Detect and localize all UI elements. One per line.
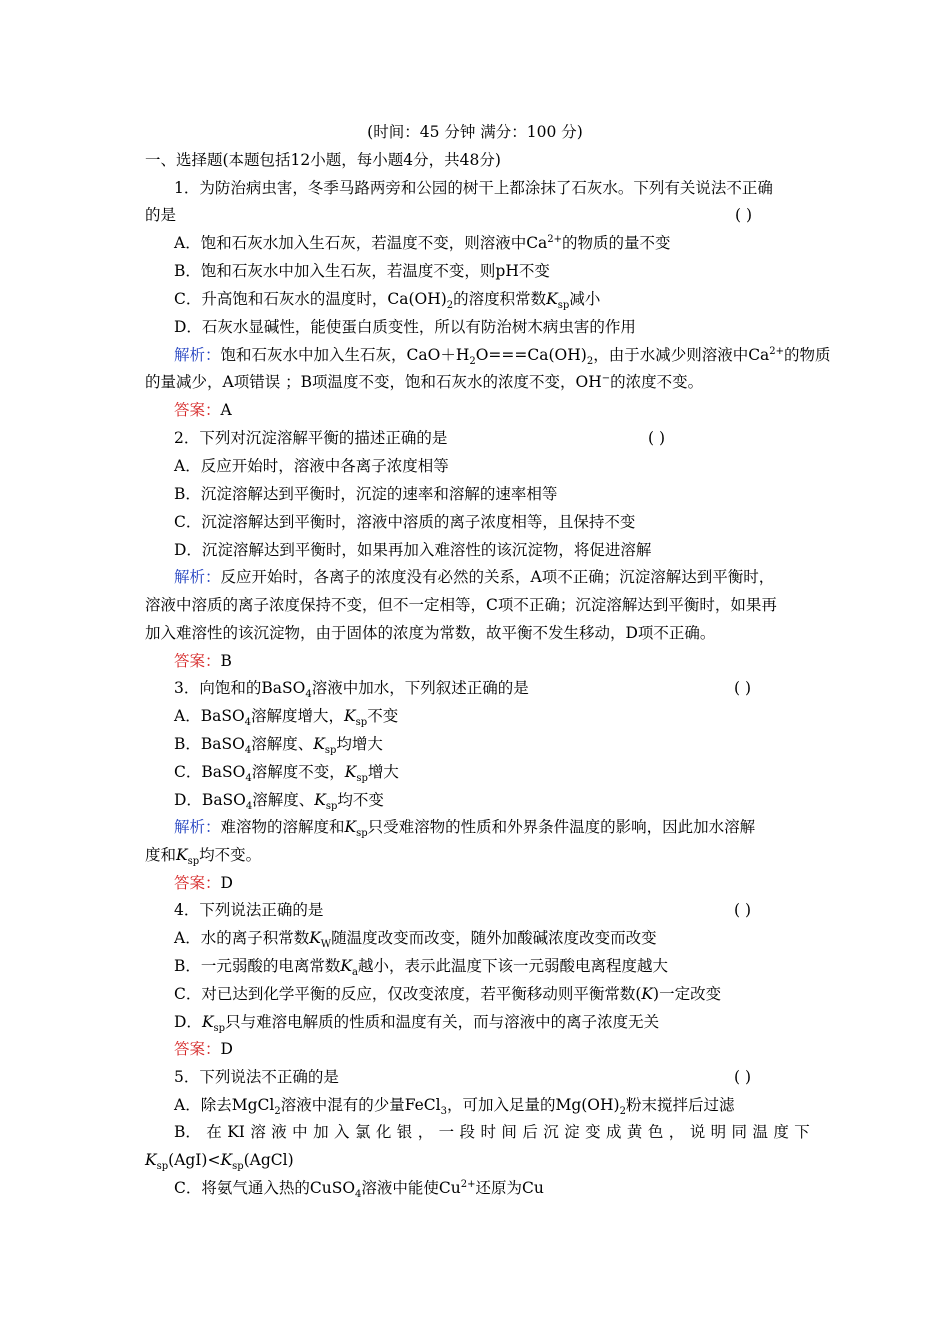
analysis-label: 解析： [174,818,221,836]
q3-analysis-line-2: 度和$K_{sp}$均不变。 [145,846,262,868]
q5-option-a: A．除去MgCl$_2$溶液中混有的少量FeCl$_3$，可加入足量的$Mg(OH)_2$粉末搅拌后过滤 [174,1096,735,1118]
analysis-label: 解析： [174,568,221,586]
q2-option-d: D．沉淀溶解达到平衡时，如果再加入难溶性的该沉淀物，将促进溶解 [174,541,652,559]
q1-answer-paren: ( ) [735,206,753,224]
q2-analysis-line-2: 溶液中溶质的离子浓度保持不变，但不一定相等，C项不正确；沉淀溶解达到平衡时，如果再 [145,596,777,614]
q5-option-b-token: 时 [480,1123,496,1141]
q5-option-b-token: 银 [396,1123,413,1141]
q2-answer-paren: ( ) [648,429,666,447]
time-line: (时间：45 分钟 满分：100 分) [367,123,583,141]
q1-analysis-line-2: 的量减少，A项错误 ；B项温度不变，饱和石灰水的浓度不变，OH−的浓度不变。 [145,372,704,391]
q2-answer: 答案：B [174,652,232,670]
q2-option-a: A．反应开始时，溶液中各离子浓度相等 [174,457,449,475]
q5-stem: 5．下列说法不正确的是 ( ) [174,1068,752,1086]
q3-stem: 3．向饱和的BaSO$_4$溶液中加水，下列叙述正确的是 ( ) [174,679,752,701]
q5-option-b-token: 段 [459,1123,476,1141]
q4-stem: 4．下列说法正确的是 ( ) [174,901,752,919]
q4-option-d: D．$K_{sp}$只与难溶电解质的性质和温度有关，而与溶液中的离子浓度无关 [174,1013,660,1035]
q5-option-b-token: 黄 [626,1123,643,1141]
q1-option-c: C．升高饱和石灰水的温度时，$Ca(OH)_2$的溶度积常数$K_{sp}$减小 [174,290,601,312]
q5-option-b-token: 溶 [250,1123,266,1141]
q5-option-b-token: 中 [292,1123,308,1141]
q1-answer: 答案：A [174,401,232,419]
q5-option-b-token: 度 [773,1123,789,1141]
q3-analysis-line-1: 解析：难溶物的溶解度和$K_{sp}$只受难溶物的性质和外界条件温度的影响，因此加水溶解 [174,818,756,840]
q4-answer: 答案：D [174,1040,233,1058]
q4-option-b: B．一元弱酸的电离常数$K_a$越小，表示此温度下该一元弱酸电离程度越大 [174,957,668,979]
q3-option-c: C．BaSO$_4$溶解度不变，$K_{sp}$增大 [174,763,399,785]
q5-option-b-token: 间 [501,1123,517,1141]
q3-option-d: D．BaSO$_4$溶解度、$K_{sp}$均不变 [174,791,384,813]
answer-label: 答案： [174,652,221,670]
q4-option-a: A．水的离子积常数$K_W$随温度改变而改变，随外加酸碱浓度改变而改变 [174,929,657,951]
q3-option-a: A．BaSO$_4$溶解度增大，$K_{sp}$不变 [174,707,399,729]
q5-option-b-token: 明 [710,1123,727,1141]
q5-option-b-token: 后 [522,1123,538,1141]
q3-option-b: B．BaSO$_4$溶解度、$K_{sp}$均增大 [174,735,383,757]
q5-option-b-line-1 [174,1122,810,1142]
q2-analysis-line-3: 加入难溶性的该沉淀物，由于固体的浓度为常数，故平衡不发生移动，D项不正确。 [145,624,716,642]
q2-analysis-line-1: 解析：反应开始时，各离子的浓度没有必然的关系，A项不正确；沉淀溶解达到平衡时， [174,568,775,586]
q5-option-b-token: KI [227,1123,245,1141]
q1-stem-line-2 [145,205,810,225]
q2-stem: 2．下列对沉淀溶解平衡的描述正确的是 ( ) [174,429,666,447]
q5-option-b-token: 下 [794,1123,810,1141]
q3-answer-paren: ( ) [734,679,752,697]
section-title: 一、选择题(本题包括12小题，每小题4分，共48分) [145,151,501,169]
q5-option-b-token: 加 [313,1123,329,1141]
q5-option-b-token: 说 [689,1123,706,1141]
q5-option-b-token: 入 [334,1123,350,1141]
q5-option-b-token: 温 [752,1123,768,1141]
q1-analysis-line-1: 解析：饱和石灰水中加入生石灰，$CaO+H_2O===Ca(OH)_2$，由于水减少则溶液中$Ca^{2+}$的物质 [174,345,831,368]
q5-answer-paren: ( ) [734,1068,752,1086]
q5-option-b-token: 化 [375,1123,392,1141]
q4-option-c: C．对已达到化学平衡的反应，仅改变浓度，若平衡移动则平衡常数(K)一定改变 [174,985,722,1003]
q1-stem-text: 的是 [145,206,177,224]
q5-option-b-token: 一 [438,1123,455,1141]
q5-option-b-token: 液 [271,1123,287,1141]
q4-answer-paren: ( ) [734,901,752,919]
q1-option-b: B．饱和石灰水中加入生石灰，若温度不变，则pH不变 [174,262,550,280]
q2-option-c: C．沉淀溶解达到平衡时，溶液中溶质的离子浓度相等，且保持不变 [174,513,636,531]
q5-option-b-words [174,1122,810,1142]
q5-option-b-token: 变 [585,1123,601,1141]
q5-option-b-token: 沉 [543,1123,559,1141]
q5-option-b-line-2: $K_{sp}(AgI)<K_{sp}(AgCl)$ [145,1151,294,1173]
q5-option-b-token: 在 [206,1123,222,1141]
q5-option-b-token: 氯 [354,1123,371,1141]
q5-option-c: C．将氨气通入热的CuSO$_4$溶液中能使$Cu^{2+}$还原为Cu [174,1178,544,1201]
q5-option-b-token: B． [174,1123,201,1141]
q2-option-b: B．沉淀溶解达到平衡时，沉淀的速率和溶解的速率相等 [174,485,558,503]
q3-answer: 答案：D [174,874,233,892]
q1-option-a: A．饱和石灰水加入生石灰，若温度不变，则溶液中$Ca^{2+}$的物质的量不变 [174,233,671,252]
q5-option-b-token: ， [417,1123,434,1141]
q5-option-b-token: ， [668,1123,685,1141]
q5-option-b-token: 色 [647,1123,664,1141]
q5-option-b-token: 淀 [564,1123,580,1141]
answer-label: 答案： [174,1040,221,1058]
analysis-label: 解析： [174,346,221,364]
answer-label: 答案： [174,401,221,419]
answer-label: 答案： [174,874,221,892]
q5-option-b-token: 成 [606,1123,622,1141]
q1-option-d: D．石灰水显碱性，能使蛋白质变性，所以有防治树木病虫害的作用 [174,318,636,336]
q5-option-b-token: 同 [731,1123,748,1141]
q1-stem-line-1: 1．为防治病虫害，冬季马路两旁和公园的树干上都涂抹了石灰水。下列有关说法不正确 [174,179,773,197]
